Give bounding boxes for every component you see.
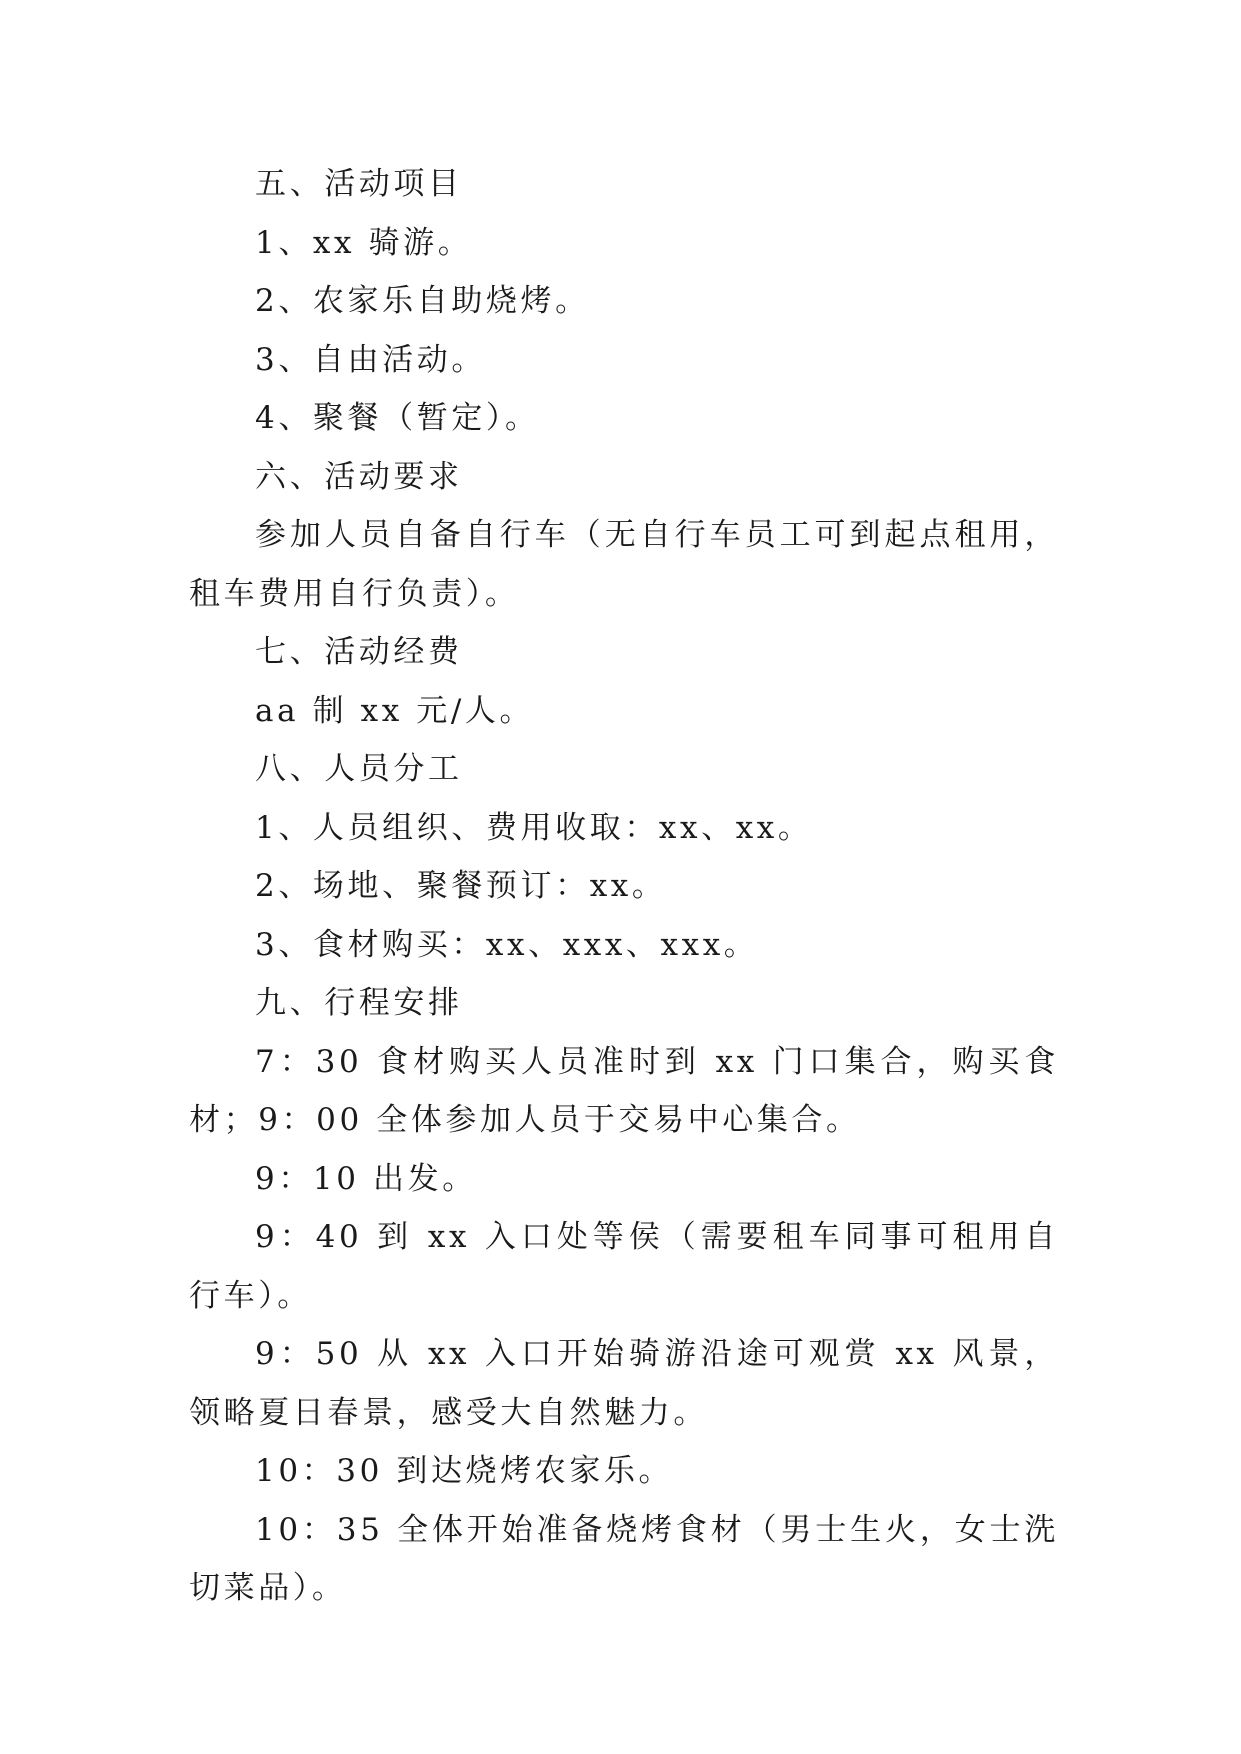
- body-paragraph: aa 制 xx 元/人。: [255, 692, 535, 729]
- section-heading: 七、活动经费: [255, 634, 463, 670]
- list-item: 1、xx 骑游。: [255, 224, 473, 261]
- section-heading: 八、人员分工: [255, 751, 463, 787]
- schedule-item: 9：10 出发。: [255, 1160, 477, 1197]
- schedule-item: 7：30 食材购买人员准时到 xx 门口集合，购买食材；9：00 全体参加人员于交易中心集合。: [189, 1043, 1059, 1138]
- list-item: 2、农家乐自助烧烤。: [255, 283, 590, 319]
- section-heading: 六、活动要求: [255, 458, 463, 495]
- schedule-item: 10：30 到达烧烤农家乐。: [255, 1453, 674, 1489]
- section-heading: 五、活动项目: [255, 166, 463, 202]
- list-item: 4、聚餐（暂定）。: [255, 400, 540, 436]
- list-item: 2、场地、聚餐预订：xx。: [255, 868, 667, 904]
- schedule-item: 10：35 全体开始准备烧烤食材（男士生火，女士洗切菜品）。: [189, 1511, 1059, 1606]
- list-item: 3、食材购买：xx、xxx、xxx。: [255, 926, 759, 963]
- document-body: [189, 155, 1059, 1618]
- schedule-item: 9：40 到 xx 入口处等侯（需要租车同事可租用自行车）。: [189, 1219, 1059, 1314]
- schedule-item: 9：50 从 xx 入口开始骑游沿途可观赏 xx 风景，领略夏日春景，感受大自然魅力。: [189, 1336, 1059, 1431]
- list-item: 3、自由活动。: [255, 341, 486, 378]
- section-heading: 九、行程安排: [255, 985, 463, 1021]
- list-item: 1、人员组织、费用收取：xx、xx。: [255, 809, 813, 846]
- body-paragraph: 参加人员自备自行车（无自行车员工可到起点租用，租车费用自行负责）。: [189, 517, 1059, 612]
